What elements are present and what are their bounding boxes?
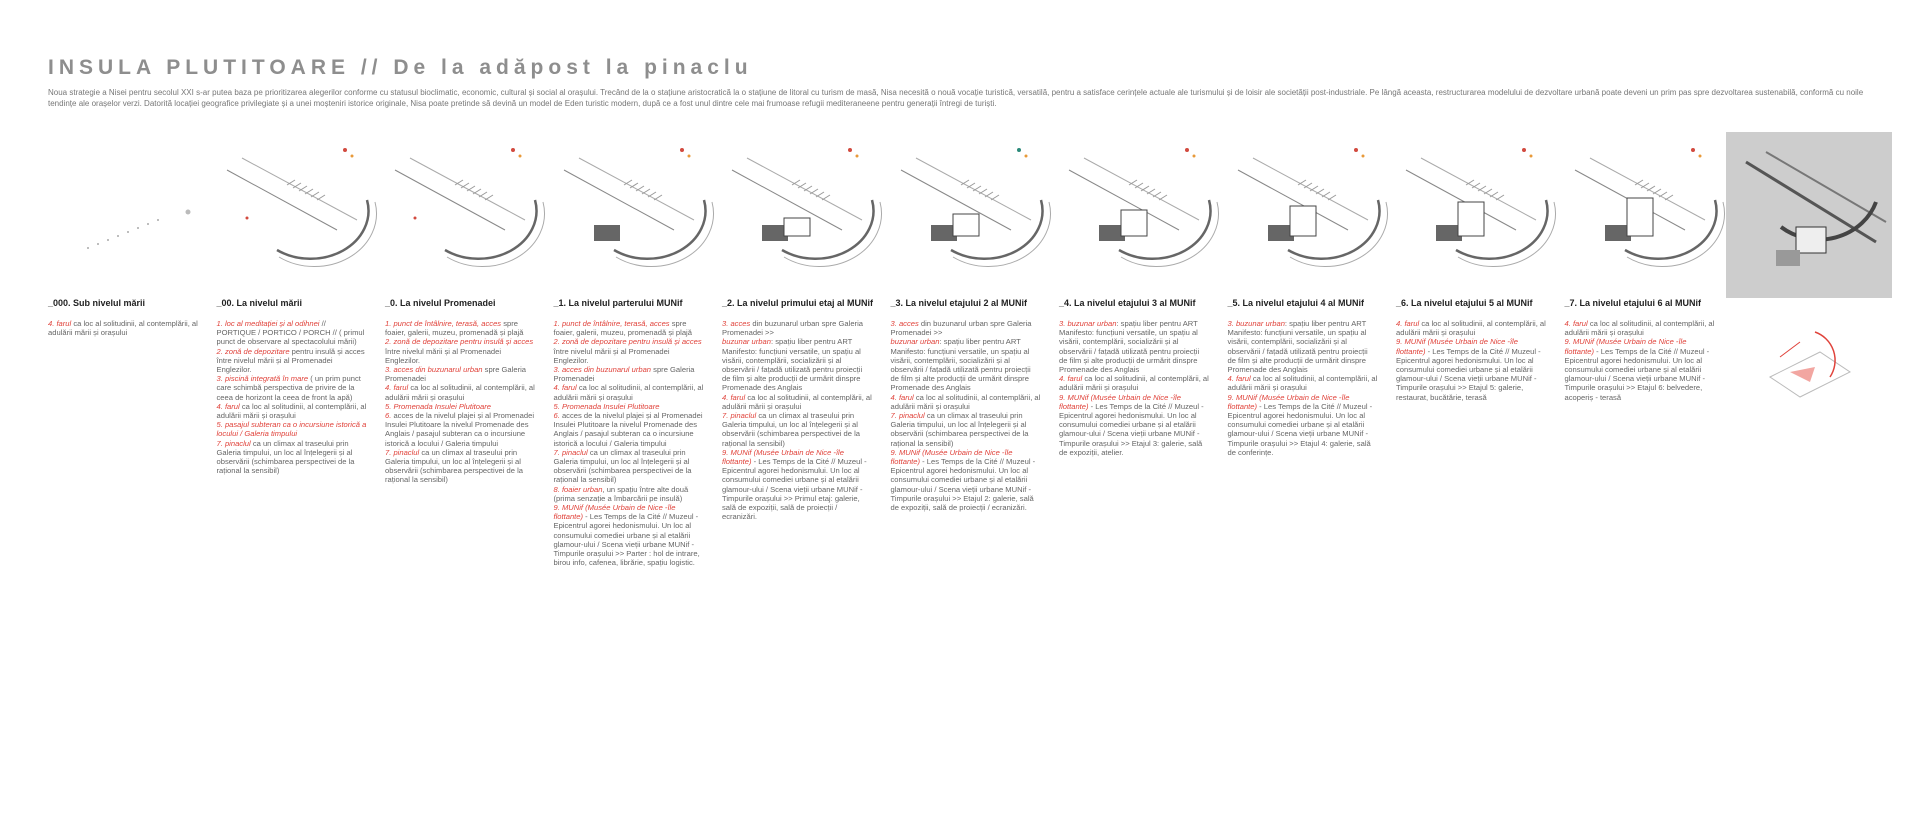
level-item xyxy=(217,374,367,402)
level-item xyxy=(217,347,367,375)
item-highlight: 9. MUNif (Musée Urbain de Nice -île flottante) xyxy=(1396,337,1518,356)
item-text: ca loc al solitudinii, al contemplării, al adulării mării și orașului xyxy=(216,401,367,421)
item-text: ca loc al solitudinii, al contemplării, al adulării mării și orașului xyxy=(722,392,872,411)
level-item xyxy=(217,439,367,476)
level-item xyxy=(554,503,704,567)
item-text: - Les Temps de la Cité // Muzeul - Epicentrul agorei hedonismului. Un loc al consumului comediei urbane și al etalării glamour-ului / Scena vieții urbane MUNif - Timpurile orașului >> Etajul 2: galerie, sală de expoziții, sală de proiecții / ecranizări. xyxy=(890,457,1036,513)
level-heading: _2. La nivelul primului etaj al MUNif xyxy=(722,298,874,308)
axonometric-drawing xyxy=(554,130,719,278)
item-highlight: 5. Promenada Insulei Plutitoare xyxy=(385,401,491,411)
item-text: acces de la nivelul plajei și al Promenadei Insulei Plutitoare la nivelul Promenade des Anglais / pasajul subteran ca o incursiune istorică a locului / Galeria timpului xyxy=(385,411,535,448)
item-highlight: 6. xyxy=(385,411,392,421)
item-highlight: 9. MUNif (Musée Urbain de Nice -île flottante) xyxy=(722,447,844,467)
item-highlight: 5. pasajul subteran ca o incursiune istorică a locului / Galeria timpului xyxy=(216,420,367,439)
item-highlight: 9. MUNif (Musée Urbain de Nice -île flottante) xyxy=(553,503,676,522)
level-item xyxy=(1228,374,1378,392)
level-items xyxy=(1565,319,1715,402)
item-text: din buzunarul urban spre Galeria Promenadei >> xyxy=(722,319,863,338)
item-highlight: 7. pinaclul xyxy=(216,438,251,448)
level-heading: _7. La nivelul etajului 6 al MUNif xyxy=(1564,298,1702,308)
item-text: spre Galeria Promenadei xyxy=(385,365,527,384)
level-item xyxy=(1565,337,1715,401)
axonometric-drawing xyxy=(722,130,887,278)
item-highlight: 7. pinaclul xyxy=(385,447,420,457)
level-items xyxy=(48,319,198,337)
level-item xyxy=(554,448,704,485)
item-text: , un spațiu între alte două (prima senzație a îmbarcării pe insulă) xyxy=(553,484,689,503)
item-highlight: 1. punct de întâlnire, terasă, acces xyxy=(385,319,502,328)
item-text: ca un climax al traseului prin Galeria timpului, un loc al înțelegerii și al observării (schimbarea perspectivei de la rațional la sensibil) xyxy=(216,438,355,476)
axonometric-drawing xyxy=(891,130,1056,278)
item-text: spre Galeria Promenadei xyxy=(553,365,695,384)
level-item xyxy=(722,411,872,448)
item-text: între nivelul mării și al Promenadei Englezilor. xyxy=(553,346,670,365)
item-text: - Les Temps de la Cité // Muzeul - Epicentrul agorei hedonismului. Un loc al consumului comediei urbane și al etalării glamour-ului / Scena vieții urbane MUNif - Timpurile orașului >> Etajul 6: belvedere, acoperiș - terasă xyxy=(1564,346,1710,402)
level-item xyxy=(385,448,535,485)
level-item xyxy=(1228,319,1378,374)
item-text: - Les Temps de la Cité // Muzeul - Epicentrul agorei hedonismului. Un loc al consumului comediei urbane și al etalării glamour-ului / Scena vieții urbane MUNif - Timpurile orașului >> Etajul 4: galerie, sală de conferințe. xyxy=(1227,401,1373,457)
axonometric-drawing xyxy=(1396,130,1561,278)
level-item xyxy=(722,393,872,411)
item-text: ca loc al solitudinii, al contemplării, al adulării mării și orașului xyxy=(553,383,704,402)
level-item xyxy=(554,383,704,401)
item-highlight: 2. zonă de depozitare xyxy=(216,346,290,356)
item-text: - Les Temps de la Cité // Muzeul -Epicentrul agorei hedonismului. Un loc al consumului comediei urbane și al etalării glamour-ului / Scena vieții urbane MUNif - Timpurile orașului >> Primul etaj: galerie, sală de expoziții, sală de proiecții / ecranizări. xyxy=(722,457,867,522)
level-items xyxy=(1059,319,1209,457)
item-text: ca loc al solitudinii, al contemplării, al adulării mării și orașului xyxy=(1227,374,1378,393)
item-text: // PORTIQUE / PORTICO / PORCH // ( primul punct de observare al spectacolului mării) xyxy=(216,319,365,347)
level-heading: _0. La nivelul Promenadei xyxy=(385,298,496,308)
item-highlight: 3. acces xyxy=(890,319,919,328)
axonometric-drawing xyxy=(48,130,213,278)
item-text: pentru insulă și acces între nivelul mării și al Promenadei Englezilor. xyxy=(216,346,365,375)
item-highlight: 1. punct de întâlnire, terasă, acces xyxy=(553,319,670,328)
item-highlight: 4. farul xyxy=(1059,374,1083,384)
level-items xyxy=(385,319,535,485)
item-highlight: 4. farul xyxy=(1396,319,1420,328)
item-text: spre foaier, galerii, muzeu, promenadă și plajă xyxy=(553,319,692,338)
item-text: din buzunarul urban spre Galeria Promenadei >> xyxy=(890,319,1032,338)
level-item xyxy=(217,402,367,420)
item-highlight: buzunar urban xyxy=(890,337,940,347)
level-heading: _00. La nivelul mării xyxy=(216,298,303,308)
axonometric-drawing xyxy=(1228,130,1393,278)
item-text: ca loc al solitudinii, al contemplării, al adulării mării și orașului xyxy=(1396,319,1546,338)
item-highlight: 4. farul xyxy=(216,401,240,411)
item-highlight: 4. farul xyxy=(890,392,914,402)
item-highlight: 4. farul xyxy=(722,392,746,402)
axonometric-drawing xyxy=(385,130,550,278)
level-item xyxy=(722,337,872,392)
level-heading: _5. La nivelul etajului 4 al MUNif xyxy=(1227,298,1365,308)
level-item xyxy=(554,365,704,383)
item-text: - Les Temps de la Cité // Muzeul - Epicentrul agorei hedonismului. Un loc al consumului comediei urbane și al etalării glamour-ului / Scena vieții urbane MUNif - Timpurile orașului >> Parter : hol de intrare, birou info, cafenea, librărie, spațiu logistic. xyxy=(553,512,700,568)
level-item xyxy=(554,319,704,337)
item-text: ca un climax al traseului prin Galeria timpului, un loc al înțelegerii și al observării (schimbarea perspectivei de la rațional la sensibil) xyxy=(553,447,692,485)
level-item xyxy=(554,411,704,448)
level-item xyxy=(554,485,704,503)
item-highlight: 4. farul xyxy=(385,383,409,393)
item-text: ca loc al solitudinii, al contemplării, al adulării mării și orașului xyxy=(1564,319,1715,338)
level-heading: _1. La nivelul parterului MUNif xyxy=(553,298,683,308)
level-item xyxy=(891,319,1041,337)
level-heading: _3. La nivelul etajului 2 al MUNif xyxy=(890,298,1028,308)
level-item xyxy=(1228,393,1378,457)
item-highlight: 7. pinaclul xyxy=(722,411,757,421)
level-item xyxy=(891,393,1041,411)
level-item xyxy=(1059,319,1209,374)
item-text: ca un climax al traseului prin Galeria timpului, un loc al înțelegerii și al observării (schimbarea perspectivei de la rațional la sensibil) xyxy=(722,411,861,448)
item-text: ( un prim punct care schimbă perspectiva de privire de la ceea de horizont la ceea de front la apă) xyxy=(216,374,361,402)
item-highlight: buzunar urban xyxy=(722,337,771,347)
level-items xyxy=(554,319,704,567)
level-item xyxy=(554,402,704,411)
level-item xyxy=(385,383,535,401)
item-text: ca loc al solitudinii, al contemplării, al adulării mării și orașului xyxy=(1059,374,1209,393)
axonometric-drawing xyxy=(1059,130,1224,278)
item-text: acces de la nivelul plajei și al Promenadei Insulei Plutitoare la nivelul Promenade des Anglais / pasajul subteran ca o incursiune istorică a locului / Galeria timpului xyxy=(553,411,703,448)
page-title: INSULA PLUTITOARE // De la adăpost la pinaclu xyxy=(48,56,753,79)
level-item xyxy=(891,411,1041,448)
level-item xyxy=(385,365,535,383)
item-highlight: 4. farul xyxy=(48,319,72,328)
level-item xyxy=(1059,374,1209,392)
item-highlight: 4. farul xyxy=(1227,374,1251,384)
item-highlight: 2. zonă de depozitare pentru insulă și acces xyxy=(385,337,534,347)
level-items xyxy=(722,319,872,521)
level-item xyxy=(217,319,367,347)
level-item xyxy=(891,448,1041,512)
item-text: - Les Temps de la Cité // Muzeul - Epicentrul agorei hedonismului. Un loc al consumului comediei urbane și al etalării glamour-ului / Scena vieții urbane MUNif - Timpurile orașului >> Etajul 3: galerie, sală de expoziții, atelier. xyxy=(1059,401,1204,457)
level-items xyxy=(217,319,367,475)
item-highlight: 7. pinaclul xyxy=(890,411,925,421)
intro-paragraph: Noua strategie a Nisei pentru secolul XXI s-ar putea baza pe prioritizarea alegerilor conforme cu statusul bioclimatic, economic, cultural și social al orașului. Trecând de la o stațiune aristocratică la o stațiune de litoral cu turism de masă, Nisa necesită o nouă vocație turistică, versatilă, pentru a satisface cerințele actuale ale turismului și de loisir ale societății post-industriale. Pe lângă aceasta, restructurarea modelului de dezvoltare urbană poate deveni un prim pas spre dezvoltarea sustenabilă, conformă cu noile tendințe ale orașelor verzi. Datorită locației geografice privilegiate și a unei moșteniri istorice originale, Nisa poate pretinde să devină un model de Eden turistic modern, după ce a fost unul dintre cele mai frumoase refugii mediteraneene pentru generații întregi de turiști. xyxy=(48,88,1864,108)
item-highlight: 3. acces din buzunarul urban xyxy=(385,365,483,375)
item-text: între nivelul mării și al Promenadei Englezilor. xyxy=(385,346,502,365)
item-text: : spațiu liber pentru ART Manifesto: funcțiuni versatile, un spațiu al visării, contemplării, socializării și al observării / fațadă utilizată pentru proiecții de film și alte producții de urmărit dinspre Promenade des Anglais xyxy=(890,337,1031,393)
level-heading: _4. La nivelul etajului 3 al MUNif xyxy=(1059,298,1196,308)
level-item xyxy=(722,448,872,522)
level-item xyxy=(217,420,367,438)
level-item xyxy=(554,337,704,365)
level-heading: _6. La nivelul etajului 5 al MUNif xyxy=(1396,298,1533,308)
item-text: : spațiu liber pentru ART Manifesto: funcțiuni versatile, un spațiu al visării, contemplării, socializării și al observării / fațadă utilizată pentru proiecții de film și alte producții de urmărit dinspre Promenade des Anglais xyxy=(1059,319,1200,375)
item-highlight: 9. MUNif (Musée Urbain de Nice -île flottante) xyxy=(1227,392,1350,411)
item-text: ca loc al solitudinii, al contemplării, al adulării mării și orașului xyxy=(48,319,198,338)
level-item xyxy=(1059,393,1209,457)
item-highlight: 2. zonă de depozitare pentru insulă și acces xyxy=(553,337,702,347)
item-highlight: 5. Promenada Insulei Plutitoare xyxy=(553,401,660,411)
level-item xyxy=(385,319,535,337)
level-items xyxy=(1228,319,1378,457)
axonometric-drawing xyxy=(217,130,382,278)
item-highlight: 9. MUNif (Musée Urbain de Nice -île flottante) xyxy=(1059,392,1181,411)
item-highlight: 4. farul xyxy=(1564,319,1588,328)
item-highlight: 9. MUNif (Musée Urbain de Nice -île flottante) xyxy=(1564,337,1687,356)
level-item xyxy=(1565,319,1715,337)
item-highlight: 9. MUNif (Musée Urbain de Nice -île flottante) xyxy=(890,447,1013,467)
item-highlight: 3. buzunar urban xyxy=(1227,319,1285,328)
level-item xyxy=(1396,337,1546,401)
level-item xyxy=(48,319,198,337)
level-item xyxy=(385,402,535,411)
item-text: ca loc al solitudinii, al contemplării, al adulării mării și orașului xyxy=(890,392,1041,411)
level-heading: _000. Sub nivelul mării xyxy=(48,298,146,308)
item-text: ca un climax al traseului prin Galeria timpului, un loc al înțelegerii și al observării (schimbarea perspectivei de la rațional la sensibil) xyxy=(890,411,1029,448)
level-item xyxy=(1396,319,1546,337)
location-diagram xyxy=(1760,322,1860,402)
item-text: ca loc al solitudinii, al contemplării, al adulării mării și orașului xyxy=(385,383,535,402)
item-highlight: 3. acces xyxy=(722,319,751,328)
level-items xyxy=(891,319,1041,512)
item-text: - Les Temps de la Cité // Muzeul - Epicentrul agorei hedonismului. Un loc al consumului comediei urbane și al etalării glamour-ului / Scena vieții urbane MUNif - Timpurile orașului >> Etajul 5: galerie, restaurat, bucătărie, terasă xyxy=(1396,346,1541,402)
item-text: ca un climax al traseului prin Galeria timpului, un loc al înțelegerii și al observării (schimbarea perspectivei de la rațional la sensibil) xyxy=(385,447,524,485)
item-text: : spațiu liber pentru ART Manifesto: funcțiuni versatile, un spațiu al visării, contemplării, socializării și al observării / fațadă utilizată pentru proiecții de film și alte producții de urmărit dinspre Promenade des Anglais xyxy=(1227,319,1368,375)
item-highlight: 6. xyxy=(553,411,560,421)
axonometric-drawing xyxy=(1565,130,1730,278)
item-text: spre foaier, galerii, muzeu, promenadă și plajă xyxy=(385,319,524,338)
item-highlight: 4. farul xyxy=(553,383,577,393)
level-item xyxy=(385,411,535,448)
item-highlight: 3. piscină integrată în mare xyxy=(216,374,309,384)
item-text: : spațiu liber pentru ART Manifesto: funcțiuni versatile, un spațiu al visării, contemplării, socializării și al observării / fațadă utilizată pentru proiecții de film și alte producții de urmărit dinspre Promenade des Anglais xyxy=(722,337,863,393)
item-highlight: 3. buzunar urban xyxy=(1059,319,1117,328)
level-items xyxy=(1396,319,1546,402)
level-item xyxy=(891,337,1041,392)
level-item xyxy=(385,337,535,365)
item-highlight: 7. pinaclul xyxy=(553,447,588,457)
item-highlight: 3. acces din buzunarul urban xyxy=(553,365,652,375)
item-highlight: 1. loc al meditației și al odihnei xyxy=(216,319,320,328)
level-item xyxy=(722,319,872,337)
item-highlight: 8. foaier urban xyxy=(553,484,603,494)
model-photo xyxy=(1726,132,1892,298)
